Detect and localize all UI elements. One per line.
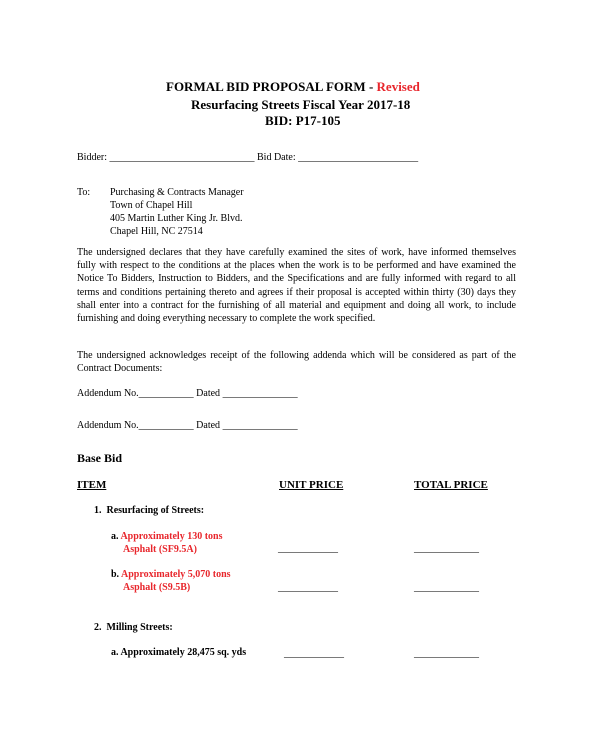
addendum-number-blank[interactable]: ___________: [138, 420, 194, 431]
address-line: 405 Martin Luther King Jr. Blvd.: [110, 213, 243, 224]
subitem-line1: Approximately 5,070 tons: [121, 569, 231, 580]
subitem-1b: [111, 568, 231, 581]
total-price-blank[interactable]: _____________: [414, 543, 479, 554]
subitem-letter: a.: [111, 531, 119, 542]
base-bid-heading: Base Bid: [77, 451, 123, 465]
col-unit-price-header: UNIT PRICE: [279, 479, 344, 491]
bidder-line: [77, 151, 418, 164]
bid-item-1: [94, 504, 204, 517]
bid-item-2: [94, 621, 173, 634]
subitem-line2: Asphalt (S9.5B): [123, 582, 191, 593]
unit-price-blank[interactable]: ____________: [278, 543, 338, 554]
bidder-label: Bidder:: [77, 152, 107, 163]
address-line: Town of Chapel Hill: [110, 200, 193, 211]
item-number: 2.: [94, 622, 102, 633]
bidder-blank[interactable]: _____________________________: [109, 152, 255, 163]
unit-price-blank[interactable]: ____________: [278, 582, 338, 593]
title-main: FORMAL BID PROPOSAL FORM -: [166, 79, 377, 94]
col-total-price-header: TOTAL PRICE: [414, 479, 488, 491]
address-line: Chapel Hill, NC 27514: [110, 226, 203, 237]
address-line: Purchasing & Contracts Manager: [110, 187, 244, 198]
to-label: To:: [77, 187, 91, 198]
bid-date-label: Bid Date:: [257, 152, 296, 163]
addendum-label: Addendum No.: [77, 388, 139, 399]
item-name: Milling Streets:: [106, 622, 173, 633]
bid-number: BID: P17-105: [265, 113, 341, 128]
subitem-2a: [111, 646, 246, 659]
total-price-blank[interactable]: _____________: [414, 582, 479, 593]
unit-price-blank[interactable]: ____________: [284, 648, 344, 659]
declaration-paragraph: The undersigned declares that they have carefully examined the sites of work, have informed themselves fully with respect to the conditions at the places when the work is to be performed and have examined the Notice To Bidders, Instruction to Bidders, and the Specifications and are fully informed with regard to all terms and conditions pertaining thereto and agrees if their proposal is accepted within thirty (30) days they shall enter into a contract for the furnishing of all material and equipment and doing all work, to include furnishing and doing everything necessary to complete the work specified.: [77, 247, 516, 325]
subitem-letter: a.: [111, 647, 119, 658]
item-number: 1.: [94, 505, 102, 516]
form-subtitle: Resurfacing Streets Fiscal Year 2017-18: [191, 97, 411, 112]
col-item-header: ITEM: [77, 479, 107, 491]
dated-blank[interactable]: _______________: [222, 388, 298, 399]
total-price-blank[interactable]: _____________: [414, 648, 479, 659]
title-revised: Revised: [376, 79, 420, 94]
addenda-intro: The undersigned acknowledges receipt of the following addenda which will be considered as part of the Contract Documents:: [77, 350, 516, 375]
subitem-line1: Approximately 28,475 sq. yds: [120, 647, 247, 658]
addendum-row: [77, 387, 298, 400]
addendum-row: [77, 419, 298, 432]
addendum-label: Addendum No.: [77, 420, 139, 431]
dated-blank[interactable]: _______________: [222, 420, 298, 431]
subitem-letter: b.: [111, 569, 120, 580]
dated-label: Dated: [196, 420, 221, 431]
bid-date-blank[interactable]: ________________________: [298, 152, 419, 163]
item-name: Resurfacing of Streets:: [106, 505, 205, 516]
form-title: [166, 79, 420, 95]
subitem-line1: Approximately 130 tons: [120, 531, 223, 542]
address-block: [110, 186, 244, 238]
subitem-line2: Asphalt (SF9.5A): [123, 544, 197, 555]
subitem-1a: [111, 530, 223, 543]
addendum-number-blank[interactable]: ___________: [138, 388, 194, 399]
dated-label: Dated: [196, 388, 221, 399]
